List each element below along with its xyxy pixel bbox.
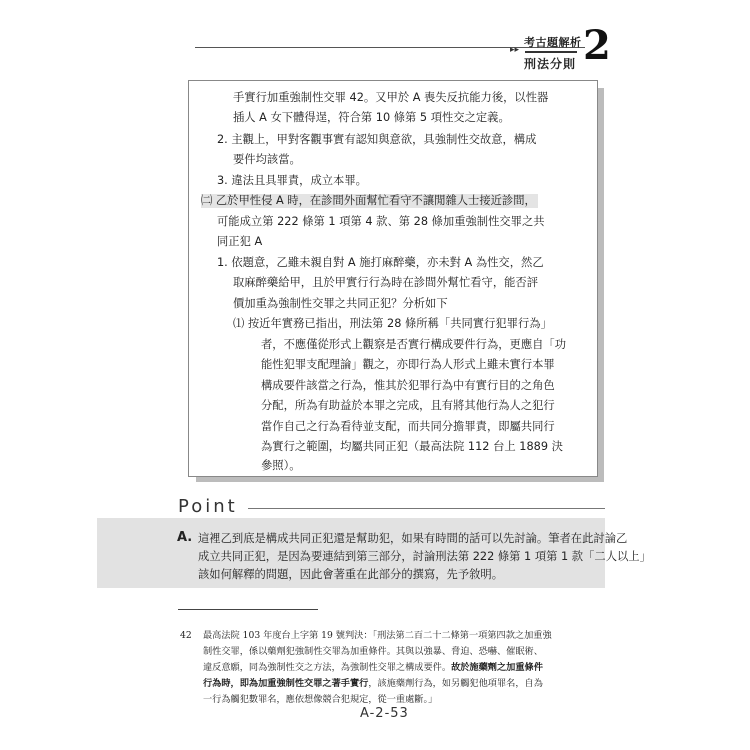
footnote-rule: [178, 609, 318, 610]
answer-line: 價加重為強制性交罪之共同正犯？分析如下: [233, 297, 448, 310]
footnote-line: 制性交罪，係以藥劑犯強制性交罪為加重條件。其與以強暴、脅迫、恐嚇、催眠術、: [203, 646, 543, 657]
chapter-number: 2: [583, 22, 611, 69]
header-arrow-icon: ▸▸: [510, 45, 520, 55]
footnote-line: 最高法院 103 年度台上字第 19 號判決：「刑法第二百二十二條第一項第四款之加重強: [203, 630, 552, 641]
header-divider: [525, 51, 577, 53]
header-book-title: 考古題解析: [524, 36, 582, 49]
answer-line: 插人 A 女下體得逞，符合第 10 條第 5 項性交之定義。: [233, 111, 510, 124]
answer-line: 可能成立第 222 條第 1 項第 4 款、第 28 條加重強制性交罪之共: [217, 215, 545, 228]
answer-line: 能性犯罪支配理論」觀之，亦即行為人形式上雖未實行本罪: [261, 358, 555, 371]
box-shadow-right: [598, 88, 604, 480]
answer-line: 參照）。: [261, 459, 301, 472]
footnote-bold-text: 行為時，即為加重強制性交罪之著手實行: [203, 678, 369, 689]
point-letter: A.: [177, 530, 193, 545]
answer-line-highlighted: ㈡ 乙於甲性侵 A 時，在診間外面幫忙看守不讓閒雜人士接近診間，: [201, 194, 536, 207]
answer-line: 分配，所為有助益於本罪之完成，且有將其他行為人之犯行: [261, 399, 555, 412]
footnote-line: [203, 676, 543, 692]
answer-line: 當作自己之行為看待並支配，而共同分擔罪責，即屬共同行: [261, 420, 555, 433]
answer-box: [188, 80, 598, 477]
answer-line: 手實行加重強制性交罪 42。又甲於 A 喪失反抗能力後，以性器: [233, 91, 549, 104]
answer-line: 同正犯 A: [217, 235, 263, 248]
answer-line: 要件均該當。: [233, 153, 301, 166]
answer-line: 構成要件該當之行為，惟其於犯罪行為中有實行目的之角色: [261, 379, 555, 392]
answer-line: 者，不應僅從形式上觀察是否實行構成要件行為，更應自「功: [261, 338, 567, 351]
point-line: 這裡乙到底是構成共同正犯還是幫助犯，如果有時間的話可以先討論。筆者在此討論乙: [198, 532, 628, 545]
footnote-number: 42: [180, 630, 192, 641]
page-number: A-2-53: [360, 706, 409, 721]
footnote-text: ，該施藥劑行為，如另觸犯他項罪名，自為: [368, 678, 543, 689]
header-subject: 刑法分則: [524, 57, 577, 71]
point-title: Point: [178, 496, 238, 517]
answer-line: 3. 違法且具罪責，成立本罪。: [217, 174, 367, 187]
answer-line: 為實行之範圍，均屬共同正犯（最高法院 112 台上 1889 決: [261, 440, 563, 453]
point-line: 該如何解釋的問題，因此會著重在此部分的撰寫，先予敘明。: [198, 568, 504, 581]
answer-line: 1. 依題意，乙雖未親自對 A 施打麻醉藥，亦未對 A 為性交，然乙: [217, 256, 544, 269]
answer-line: 取麻醉藥給甲，且於甲實行行為時在診間外幫忙看守，能否評: [233, 276, 539, 289]
point-line: 成立共同正犯，是因為要連結到第三部分，討論刑法第 222 條第 1 項第 1 款「二人以上」: [198, 550, 651, 563]
footnote-bold-text: 故於施藥劑之加重條件: [451, 662, 543, 673]
answer-line: 2. 主觀上，甲對客觀事實有認知與意欲，具強制性交故意，構成: [217, 133, 537, 146]
point-rule: [248, 508, 605, 509]
footnote-line: [203, 660, 543, 676]
footnote-text: 違反意願，同為強制性交之方法，為強制性交罪之構成要件。: [203, 662, 452, 673]
footnote-line: 一行為觸犯數罪名，應依想像競合犯規定，從一重處斷。」: [203, 694, 438, 705]
answer-line: ⑴ 按近年實務已指出，刑法第 28 條所稱「共同實行犯罪行為」: [233, 317, 552, 330]
